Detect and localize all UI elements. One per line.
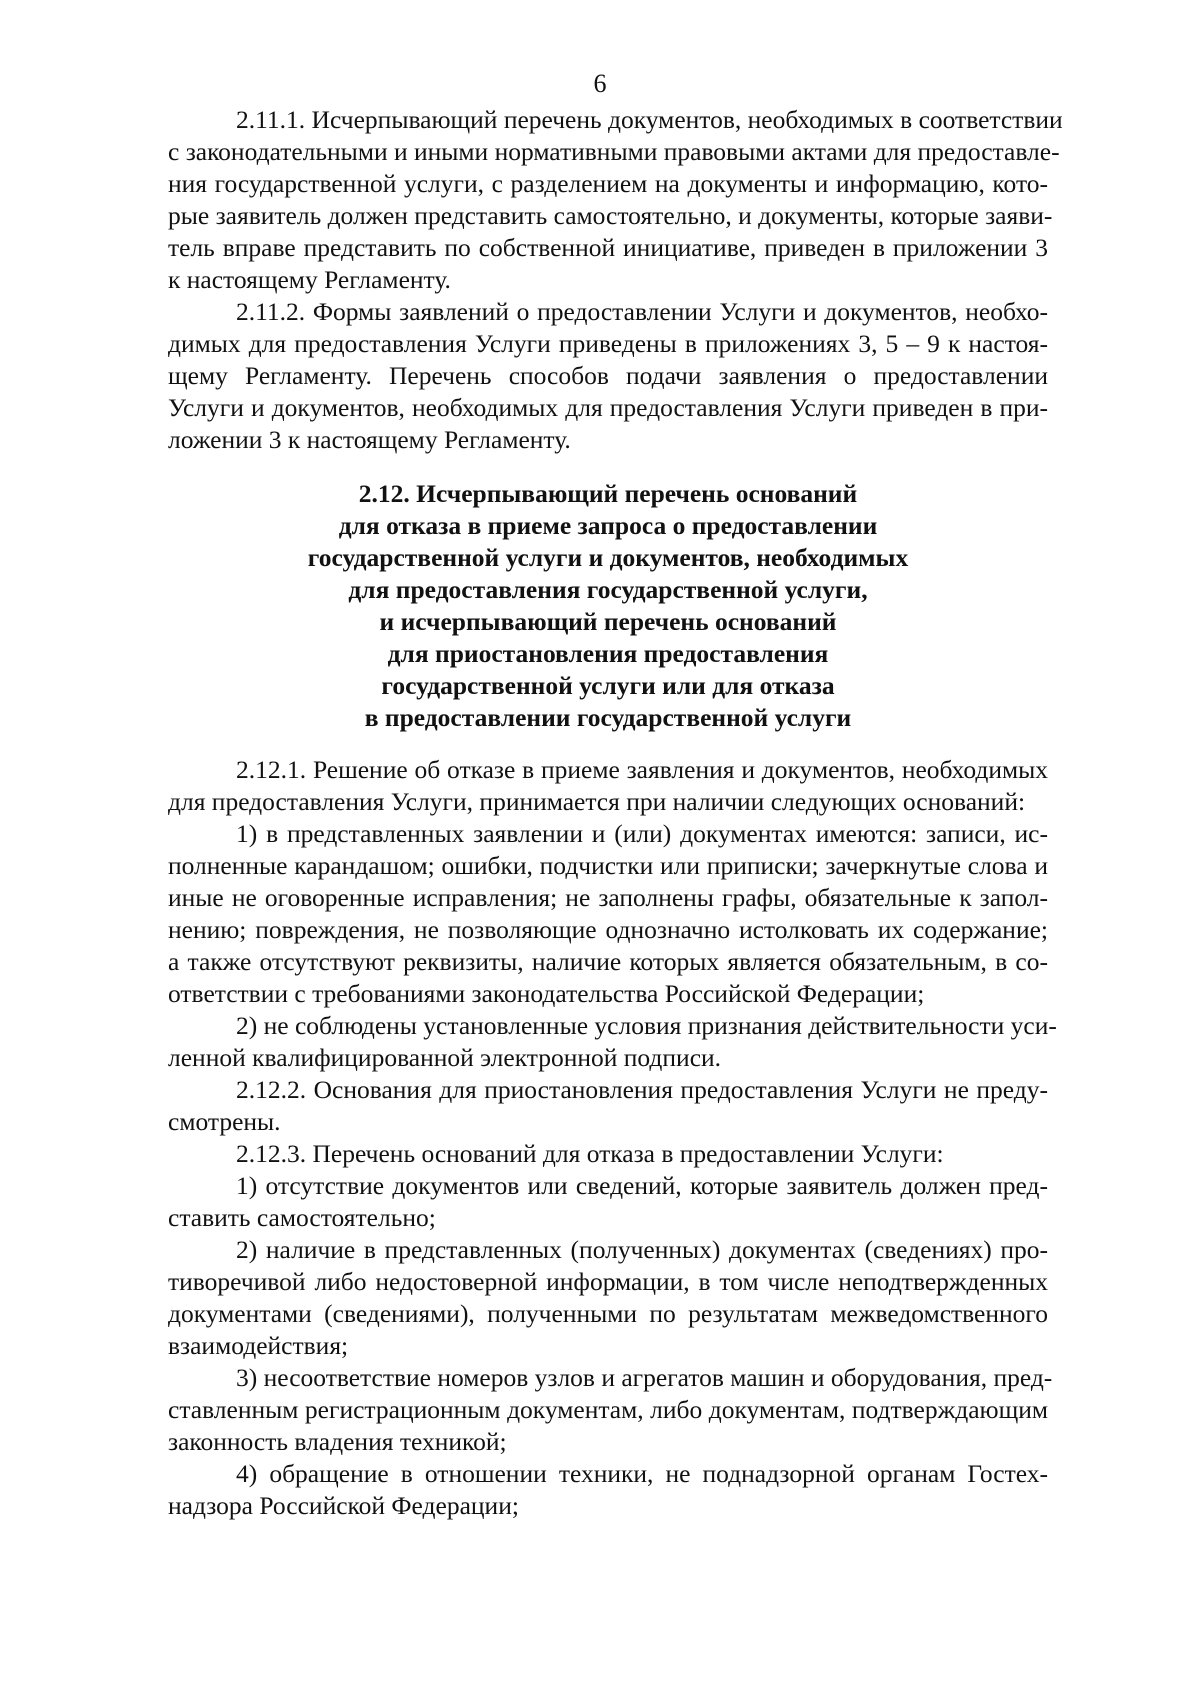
- heading-line: для предоставления государственной услуги,: [348, 575, 868, 604]
- heading-line: 2.12. Исчерпывающий перечень оснований: [358, 479, 858, 508]
- list-item-line: 1) в представленных заявлении и (или) документах имеются: записи, ис-: [236, 819, 1048, 848]
- paragraph-2-11-2-line: щему Регламенту. Перечень способов подачи заявления о предоставлении: [168, 361, 1048, 390]
- paragraph-2-12-3-line: 2.12.3. Перечень оснований для отказа в предоставлении Услуги:: [236, 1139, 944, 1168]
- list-item-line: документами (сведениями), полученными по результатам межведомственного: [168, 1299, 1048, 1328]
- paragraph-2-11-1-line: тель вправе представить по собственной инициативе, приведен в приложении 3: [168, 233, 1048, 262]
- paragraph-2-12-2-line: смотрены.: [168, 1107, 281, 1136]
- heading-line: государственной услуги или для отказа: [381, 671, 835, 700]
- paragraph-2-11-2-line: ложении 3 к настоящему Регламенту.: [168, 425, 571, 454]
- heading-line: государственной услуги и документов, необходимых: [307, 543, 909, 572]
- list-item-line: ленной квалифицированной электронной подписи.: [168, 1043, 722, 1072]
- heading-line: в предоставлении государственной услуги: [364, 703, 852, 732]
- paragraph-2-12-2-line: 2.12.2. Основания для приостановления предоставления Услуги не преду-: [236, 1075, 1048, 1104]
- heading-line: для отказа в приеме запроса о предоставлении: [338, 511, 878, 540]
- list-item-line: а также отсутствуют реквизиты, наличие которых является обязательным, в со-: [168, 947, 1048, 976]
- list-item-line: ставленным регистрационным документам, либо документам, подтверждающим: [168, 1395, 1048, 1424]
- paragraph-2-12-1-line: для предоставления Услуги, принимается при наличии следующих оснований:: [168, 787, 1026, 816]
- list-item-line: иные не оговоренные исправления; не заполнены графы, обязательные к запол-: [168, 883, 1048, 912]
- list-item-line: ставить самостоятельно;: [168, 1203, 436, 1232]
- heading-line: и исчерпывающий перечень оснований: [379, 607, 837, 636]
- heading-line: для приостановления предоставления: [387, 639, 829, 668]
- paragraph-2-12-1-line: 2.12.1. Решение об отказе в приеме заявления и документов, необходимых: [236, 755, 1048, 784]
- list-item-line: 3) несоответствие номеров узлов и агрегатов машин и оборудования, пред-: [236, 1363, 1053, 1392]
- paragraph-2-11-1-line: 2.11.1. Исчерпывающий перечень документов, необходимых в соответствии: [236, 105, 1063, 134]
- paragraph-2-11-2-line: димых для предоставления Услуги приведены в приложениях 3, 5 – 9 к настоя-: [168, 329, 1048, 358]
- paragraph-2-11-1-line: с законодательными и иными нормативными правовыми актами для предоставле-: [168, 137, 1060, 166]
- paragraph-2-11-1-line: ния государственной услуги, с разделением на документы и информацию, кото-: [168, 169, 1048, 198]
- page-number: 6: [593, 69, 607, 98]
- list-item-line: нению; повреждения, не позволяющие однозначно истолковать их содержание;: [168, 915, 1048, 944]
- paragraph-2-11-1-line: к настоящему Регламенту.: [168, 265, 451, 294]
- paragraph-2-11-1-line: рые заявитель должен представить самостоятельно, и документы, которые заяви-: [168, 201, 1053, 230]
- list-item-line: надзора Российской Федерации;: [168, 1491, 519, 1520]
- list-item-line: 4) обращение в отношении техники, не поднадзорной органам Гостех-: [236, 1459, 1048, 1488]
- list-item-line: законность владения техникой;: [168, 1427, 507, 1456]
- list-item-line: 1) отсутствие документов или сведений, которые заявитель должен пред-: [236, 1171, 1048, 1200]
- list-item-line: ответствии с требованиями законодательства Российской Федерации;: [168, 979, 925, 1008]
- list-item-line: 2) не соблюдены установленные условия признания действительности уси-: [236, 1011, 1057, 1040]
- paragraph-2-11-2-line: 2.11.2. Формы заявлений о предоставлении Услуги и документов, необхо-: [236, 297, 1048, 326]
- list-item-line: 2) наличие в представленных (полученных) документах (сведениях) про-: [236, 1235, 1048, 1264]
- list-item-line: взаимодействия;: [168, 1331, 349, 1360]
- list-item-line: полненные карандашом; ошибки, подчистки или приписки; зачеркнутые слова и: [168, 851, 1048, 880]
- paragraph-2-11-2-line: Услуги и документов, необходимых для предоставления Услуги приведен в при-: [168, 393, 1048, 422]
- list-item-line: тиворечивой либо недостоверной информации, в том числе неподтвержденных: [168, 1267, 1048, 1296]
